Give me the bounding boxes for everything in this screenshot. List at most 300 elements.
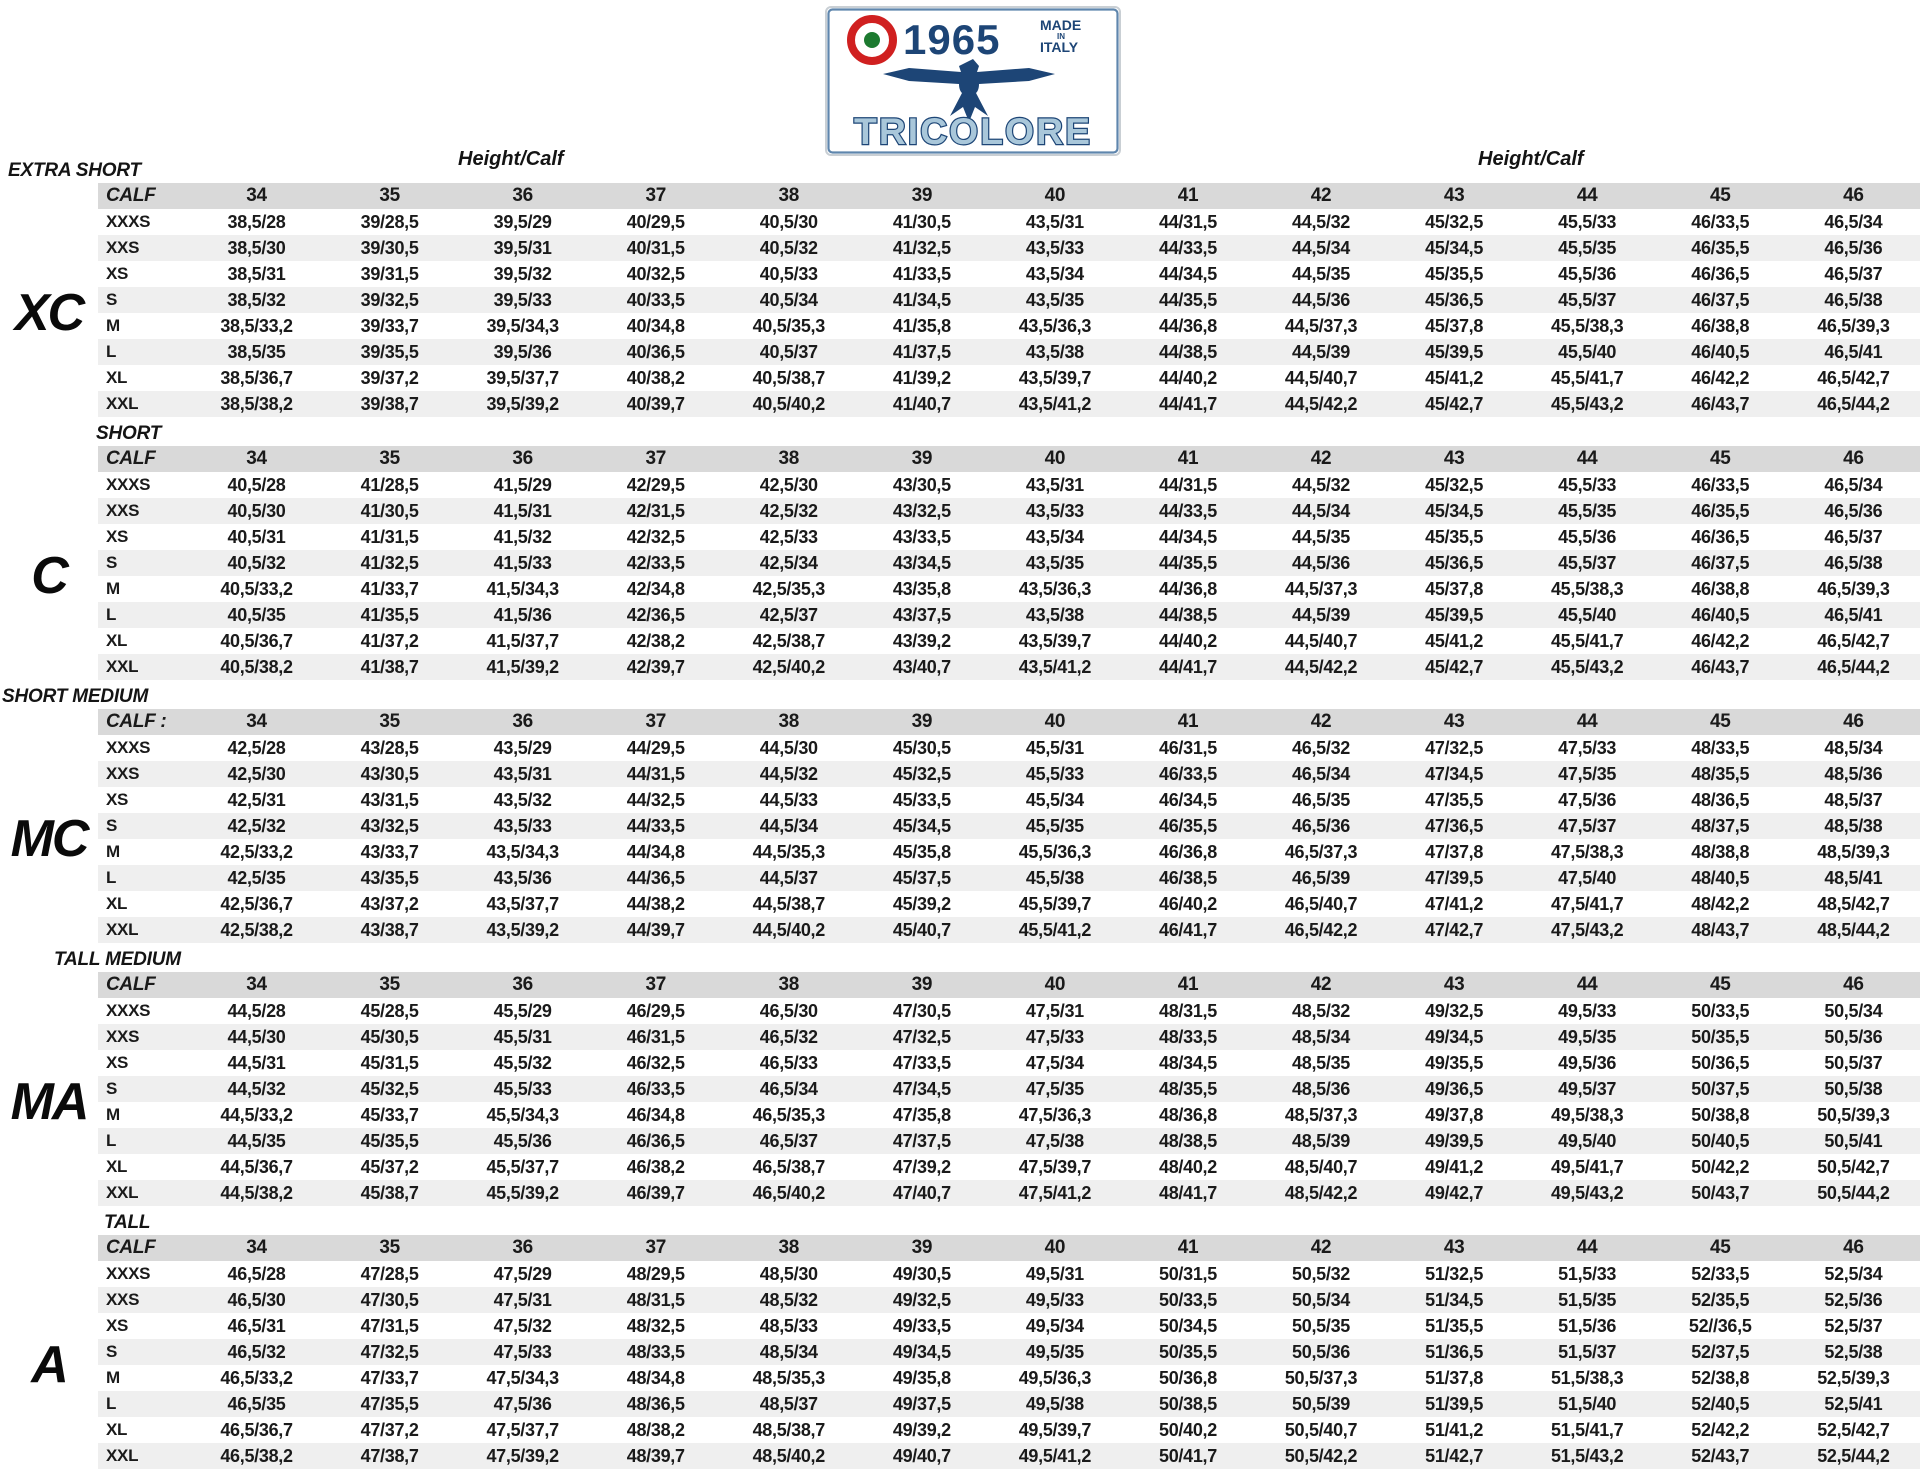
size-cell: 48,5/34 [1255,1024,1388,1050]
size-cell: 46,5/38,2 [190,1443,323,1469]
size-row-M [98,1102,1920,1128]
size-cell: 42/36,5 [589,602,722,628]
size-cell: 46/35,5 [1121,813,1254,839]
size-cell: 50,5/38 [1787,1076,1920,1102]
size-cell: 39,5/32 [493,263,552,284]
size-cell: 44,5/37 [722,865,855,891]
size-cell: 45/30,5 [892,737,951,758]
column-header-38: 38 [722,183,855,209]
size-cell: 43/39,2 [892,630,951,651]
size-row-S [98,1339,1920,1365]
size-cell: 40,5/35,3 [752,315,825,336]
row-label: S [98,550,190,576]
size-section-C [0,421,1920,680]
calf-header-label: CALF : [98,709,190,735]
size-cell: 42/38,2 [626,630,685,651]
size-table-XC [98,183,1920,417]
size-cell: 43,5/39,7 [1018,630,1092,651]
size-cell: 45,5/32 [493,1052,552,1073]
size-cell: 52/37,5 [1654,1339,1787,1365]
size-cell: 41/28,5 [360,474,419,495]
size-cell: 45,5/33 [1558,474,1617,495]
size-cell: 47,5/41,2 [988,1180,1121,1206]
size-cell: 49,5/38 [988,1391,1121,1417]
size-row-XL [98,628,1920,654]
size-cell: 44,5/39 [1255,602,1388,628]
size-cell: 49,5/36,3 [1018,1367,1092,1388]
column-header-43: 43 [1388,1235,1521,1261]
section-title-XC: EXTRA SHORT [8,160,141,181]
size-cell: 43,5/35 [988,287,1121,313]
tricolore-logo [825,6,1121,156]
size-cell: 45/34,5 [1388,498,1521,524]
size-cell: 43,5/38 [988,339,1121,365]
size-cell: 48/41,7 [1121,1180,1254,1206]
size-cell: 40/38,2 [626,367,685,388]
size-cell: 44,5/35 [190,1128,323,1154]
column-header-45: 45 [1654,183,1787,209]
size-cell: 50,5/39,3 [1817,1104,1890,1125]
column-header-42: 42 [1255,972,1388,998]
size-cell: 40,5/30 [190,498,323,524]
column-header-41: 41 [1121,183,1254,209]
size-cell: 40/34,8 [626,315,685,336]
row-label: XXXS [106,738,151,757]
size-cell: 41,5/39,2 [456,654,589,680]
size-cell: 45/40,7 [855,917,988,943]
section-body-A [0,1235,1920,1469]
column-header-43: 43 [1388,709,1521,735]
size-cell: 48/40,2 [1158,1156,1217,1177]
size-cell: 44,5/37,3 [1284,578,1358,599]
size-cell: 46/36,5 [1691,263,1750,284]
size-cell: 50/35,5 [1121,1339,1254,1365]
size-cell: 46/38,2 [626,1156,685,1177]
size-cell: 45,5/37,7 [486,1156,559,1177]
calf-header-label: CALF [98,446,190,472]
column-header-35: 35 [323,183,456,209]
size-cell: 44,5/35 [1292,526,1351,547]
size-cell: 47,5/36,3 [1018,1104,1092,1125]
column-header-34: 34 [190,446,323,472]
size-row-XS [98,524,1920,550]
column-header-43: 43 [1388,183,1521,209]
size-cell: 46,5/40,7 [1284,893,1358,914]
column-header-42: 42 [1255,183,1388,209]
size-cell: 43,5/37,7 [486,893,559,914]
size-cell: 48/42,2 [1691,893,1750,914]
size-cell: 51,5/36 [1558,1315,1617,1336]
size-cell: 44,5/32 [722,761,855,787]
size-cell: 46,5/41 [1787,602,1920,628]
size-cell: 48/35,5 [1121,1076,1254,1102]
size-cell: 45/32,5 [323,1076,456,1102]
section-body-C [0,446,1920,680]
size-cell: 43/35,8 [892,578,951,599]
size-cell: 44/39,7 [589,917,722,943]
size-cell: 46/32,5 [626,1052,685,1073]
size-cell: 47,5/34 [1025,1052,1084,1073]
size-row-XXS [98,498,1920,524]
size-cell: 46,5/34 [1824,211,1883,232]
size-cell: 46/42,2 [1691,367,1750,388]
logo-year: 1965 [903,16,1001,63]
size-cell: 42,5/40,2 [722,654,855,680]
size-row-XL [98,1417,1920,1443]
size-cell: 49/35,5 [1425,1052,1484,1073]
size-row-L [98,1128,1920,1154]
size-cell: 50/37,5 [1654,1076,1787,1102]
size-cell: 50/36,8 [1158,1367,1217,1388]
size-cell: 47,5/38,3 [1550,841,1624,862]
section-title-A: TALL [104,1212,151,1233]
size-cell: 48,5/35,3 [752,1367,825,1388]
column-header-37: 37 [589,1235,722,1261]
size-cell: 42,5/33 [759,526,818,547]
size-cell: 46/35,5 [1654,235,1787,261]
size-cell: 46/33,5 [1691,474,1750,495]
size-cell: 45/36,5 [1388,550,1521,576]
size-cell: 52,5/36 [1787,1287,1920,1313]
size-row-S [98,287,1920,313]
size-cell: 50/33,5 [1121,1287,1254,1313]
size-cell: 50,5/42,2 [1255,1443,1388,1469]
row-label: XXL [98,1443,190,1469]
size-cell: 41/30,5 [323,498,456,524]
size-cell: 44,5/33,2 [220,1104,293,1125]
size-cell: 44/38,2 [626,893,685,914]
size-row-L [98,1391,1920,1417]
size-cell: 41/37,5 [855,339,988,365]
header-row [98,972,1920,998]
row-label: XS [106,527,129,546]
size-cell: 41/40,7 [855,391,988,417]
size-cell: 43/33,7 [360,841,419,862]
size-cell: 44/33,5 [1121,235,1254,261]
size-cell: 49,5/34 [1025,1315,1084,1336]
size-cell: 38,5/38,2 [190,391,323,417]
size-cell: 41,5/34,3 [486,578,559,599]
size-cell: 45,5/38,3 [1550,578,1624,599]
size-cell: 44/35,5 [1121,287,1254,313]
size-cell: 46,5/44,2 [1787,654,1920,680]
section-letter-XC: XC [14,284,84,342]
size-cell: 50/35,5 [1654,1024,1787,1050]
size-cell: 39,5/39,2 [456,391,589,417]
size-cell: 43,5/36 [456,865,589,891]
size-cell: 49,5/38,3 [1550,1104,1624,1125]
column-header-40: 40 [988,709,1121,735]
size-cell: 44,5/40,7 [1284,630,1358,651]
size-cell: 49/32,5 [1425,1000,1484,1021]
size-cell: 46/31,5 [1158,737,1217,758]
column-header-39: 39 [855,972,988,998]
size-cell: 45/37,5 [855,865,988,891]
size-cell: 50,5/41 [1787,1128,1920,1154]
size-cell: 41/35,8 [892,315,951,336]
size-cell: 46/36,5 [589,1128,722,1154]
size-cell: 44/35,5 [1121,550,1254,576]
size-cell: 49,5/41,2 [988,1443,1121,1469]
size-row-XXS [98,235,1920,261]
size-table-MA [98,972,1920,1206]
header-row [98,1235,1920,1261]
size-cell: 51,5/43,2 [1521,1443,1654,1469]
row-label: S [98,813,190,839]
size-cell: 41,5/33 [456,550,589,576]
column-header-35: 35 [323,1235,456,1261]
size-cell: 47,5/35 [1521,761,1654,787]
size-cell: 39/30,5 [323,235,456,261]
size-row-S [98,1076,1920,1102]
size-cell: 45,5/43,2 [1521,391,1654,417]
size-cell: 42,5/35,3 [752,578,825,599]
size-cell: 44/29,5 [626,737,685,758]
size-cell: 39/37,2 [360,367,419,388]
size-cell: 43,5/31 [1025,211,1084,232]
size-cell: 43,5/34 [1025,263,1084,284]
size-cell: 44,5/30 [759,737,818,758]
size-cell: 42,5/30 [190,761,323,787]
size-cell: 51/36,5 [1388,1339,1521,1365]
size-cell: 41/31,5 [360,526,419,547]
size-section-XC [0,158,1920,417]
size-cell: 50,5/34 [1255,1287,1388,1313]
size-cell: 47,5/32 [493,1315,552,1336]
size-cell: 45,5/29 [493,1000,552,1021]
column-header-46: 46 [1787,709,1920,735]
size-cell: 41,5/31 [456,498,589,524]
size-cell: 48/40,5 [1654,865,1787,891]
column-header-34: 34 [190,972,323,998]
size-cell: 43,5/39,7 [1018,367,1092,388]
size-cell: 43,5/29 [493,737,552,758]
size-cell: 46,5/34 [1255,761,1388,787]
size-cell: 52,5/39,3 [1817,1367,1890,1388]
column-header-35: 35 [323,709,456,735]
size-row-XXS [98,761,1920,787]
size-cell: 40,5/28 [227,474,286,495]
column-header-36: 36 [456,183,589,209]
size-cell: 45,5/33 [1558,211,1617,232]
size-cell: 48/38,5 [1121,1128,1254,1154]
size-row-XXXS [98,209,1920,235]
size-cell: 48/38,2 [626,1419,685,1440]
size-cell: 47,5/34,3 [486,1367,559,1388]
size-cell: 44/32,5 [626,789,685,810]
size-cell: 45,5/34,3 [486,1104,559,1125]
size-cell: 47,5/43,2 [1521,917,1654,943]
size-cell: 43,5/34 [1025,526,1084,547]
size-cell: 51/42,7 [1388,1443,1521,1469]
column-header-43: 43 [1388,446,1521,472]
size-cell: 48,5/37 [722,1391,855,1417]
size-cell: 49/39,2 [892,1419,951,1440]
brand-name: TRICOLORE [854,111,1092,152]
size-cell: 46,5/34 [722,1076,855,1102]
row-label: XXS [98,235,190,261]
size-cell: 43,5/33 [988,235,1121,261]
size-cell: 44/40,2 [1158,630,1217,651]
size-cell: 47,5/35 [988,1076,1121,1102]
size-cell: 45/35,8 [892,841,951,862]
size-cell: 40,5/40,2 [722,391,855,417]
size-cell: 48,5/33 [759,1315,818,1336]
size-cell: 45/41,2 [1425,630,1484,651]
size-cell: 41,5/36 [456,602,589,628]
size-cell: 48,5/38,7 [752,1419,825,1440]
size-cell: 46/37,5 [1654,287,1787,313]
size-cell: 40,5/33 [759,263,818,284]
size-cell: 50,5/36 [1787,1024,1920,1050]
size-cell: 44,5/35 [1292,263,1351,284]
size-cell: 48,5/41 [1787,865,1920,891]
size-cell: 41/32,5 [323,550,456,576]
size-cell: 47,5/39,7 [1018,1156,1092,1177]
size-cell: 50/40,5 [1654,1128,1787,1154]
size-cell: 44,5/34 [722,813,855,839]
column-header-37: 37 [589,709,722,735]
size-cell: 46,5/30 [190,1287,323,1313]
column-header-45: 45 [1654,972,1787,998]
size-cell: 50/43,7 [1654,1180,1787,1206]
size-cell: 48,5/35 [1292,1052,1351,1073]
size-cell: 44/34,5 [1158,526,1217,547]
size-cell: 49/34,5 [855,1339,988,1365]
size-cell: 44,5/37,3 [1284,315,1358,336]
size-cell: 50/38,5 [1121,1391,1254,1417]
size-cell: 46,5/38,7 [752,1156,825,1177]
size-cell: 45,5/33 [988,761,1121,787]
size-cell: 47,5/41,7 [1550,893,1624,914]
size-cell: 46,5/40,2 [722,1180,855,1206]
size-cell: 45/41,2 [1425,367,1484,388]
column-header-46: 46 [1787,1235,1920,1261]
size-cell: 51/39,5 [1388,1391,1521,1417]
size-cell: 41/37,2 [360,630,419,651]
in-label: IN [1057,32,1065,41]
size-cell: 52,5/37 [1824,1315,1883,1336]
size-cell: 48/38,8 [1691,841,1750,862]
size-cell: 39/32,5 [323,287,456,313]
size-cell: 39/35,5 [323,339,456,365]
size-cell: 43,5/34,3 [486,841,559,862]
size-cell: 45/35,5 [323,1128,456,1154]
tricolore-logo-svg [825,6,1121,156]
row-label: L [98,1128,190,1154]
size-cell: 48/39,7 [589,1443,722,1469]
size-cell: 49/34,5 [1388,1024,1521,1050]
size-cell: 40/39,7 [589,391,722,417]
size-cell: 46/40,5 [1654,339,1787,365]
size-row-S [98,550,1920,576]
size-cell: 48,5/37,3 [1284,1104,1358,1125]
size-cell: 45/37,8 [1425,578,1484,599]
size-cell: 46,5/42,7 [1817,367,1890,388]
column-header-40: 40 [988,183,1121,209]
size-cell: 47/32,5 [855,1024,988,1050]
size-cell: 51,5/33 [1558,1263,1617,1284]
size-cell: 48/31,5 [589,1287,722,1313]
column-header-42: 42 [1255,709,1388,735]
size-cell: 48,5/34 [1824,737,1883,758]
size-cell: 48,5/39 [1255,1128,1388,1154]
size-cell: 45/42,7 [1388,391,1521,417]
size-cell: 47/33,5 [892,1052,951,1073]
size-cell: 43,5/36,3 [1018,578,1092,599]
size-cell: 46,5/31 [227,1315,286,1336]
size-cell: 46/36,8 [1158,841,1217,862]
column-header-34: 34 [190,1235,323,1261]
size-cell: 52,5/42,7 [1817,1419,1890,1440]
size-cell: 40/29,5 [626,211,685,232]
column-header-44: 44 [1521,183,1654,209]
size-section-A [0,1210,1920,1469]
size-cell: 40/32,5 [626,263,685,284]
row-label: XL [106,1157,128,1176]
size-row-M [98,576,1920,602]
size-cell: 42,5/38,2 [190,917,323,943]
section-letter-MA: MA [10,1073,88,1131]
made-label: MADE [1040,17,1082,33]
size-cell: 44/36,8 [1158,578,1217,599]
size-cell: 46,5/32 [722,1024,855,1050]
size-cell: 48,5/40,2 [722,1443,855,1469]
sections [0,158,1920,1473]
size-cell: 46/36,5 [1691,526,1750,547]
row-label: M [106,316,120,335]
size-cell: 39/28,5 [360,211,419,232]
size-cell: 47/40,7 [855,1180,988,1206]
size-cell: 52,5/38 [1787,1339,1920,1365]
size-cell: 46,5/38 [1787,287,1920,313]
size-cell: 45/34,5 [855,813,988,839]
column-header-44: 44 [1521,972,1654,998]
size-cell: 45,5/37 [1521,550,1654,576]
size-cell: 41,5/37,7 [486,630,559,651]
size-cell: 46/29,5 [626,1000,685,1021]
size-cell: 44,5/31 [227,1052,286,1073]
size-cell: 51,5/40 [1521,1391,1654,1417]
size-row-L [98,339,1920,365]
size-cell: 52/42,2 [1691,1419,1750,1440]
size-row-XXXS [98,1261,1920,1287]
size-cell: 48/33,5 [589,1339,722,1365]
size-cell: 49,5/35 [1521,1024,1654,1050]
size-cell: 47,5/36 [456,1391,589,1417]
size-cell: 44,5/40,2 [722,917,855,943]
size-cell: 47/38,7 [323,1443,456,1469]
size-cell: 46,5/44,2 [1787,391,1920,417]
row-label: XXL [98,654,190,680]
size-cell: 48,5/38 [1787,813,1920,839]
size-cell: 46/33,5 [1121,761,1254,787]
row-label: XXXS [106,1264,151,1283]
size-section-MC [0,684,1920,943]
size-cell: 45/39,5 [1388,339,1521,365]
size-cell: 50,5/32 [1292,1263,1351,1284]
column-header-37: 37 [589,446,722,472]
size-cell: 49/39,5 [1388,1128,1521,1154]
row-label: XS [106,1316,129,1335]
size-cell: 45,5/36 [1558,263,1617,284]
row-label: XS [106,790,129,809]
size-cell: 44,5/30 [190,1024,323,1050]
size-cell: 47,5/33 [1558,737,1617,758]
size-cell: 42,5/36,7 [220,893,293,914]
size-cell: 43,5/33 [456,813,589,839]
column-header-44: 44 [1521,446,1654,472]
